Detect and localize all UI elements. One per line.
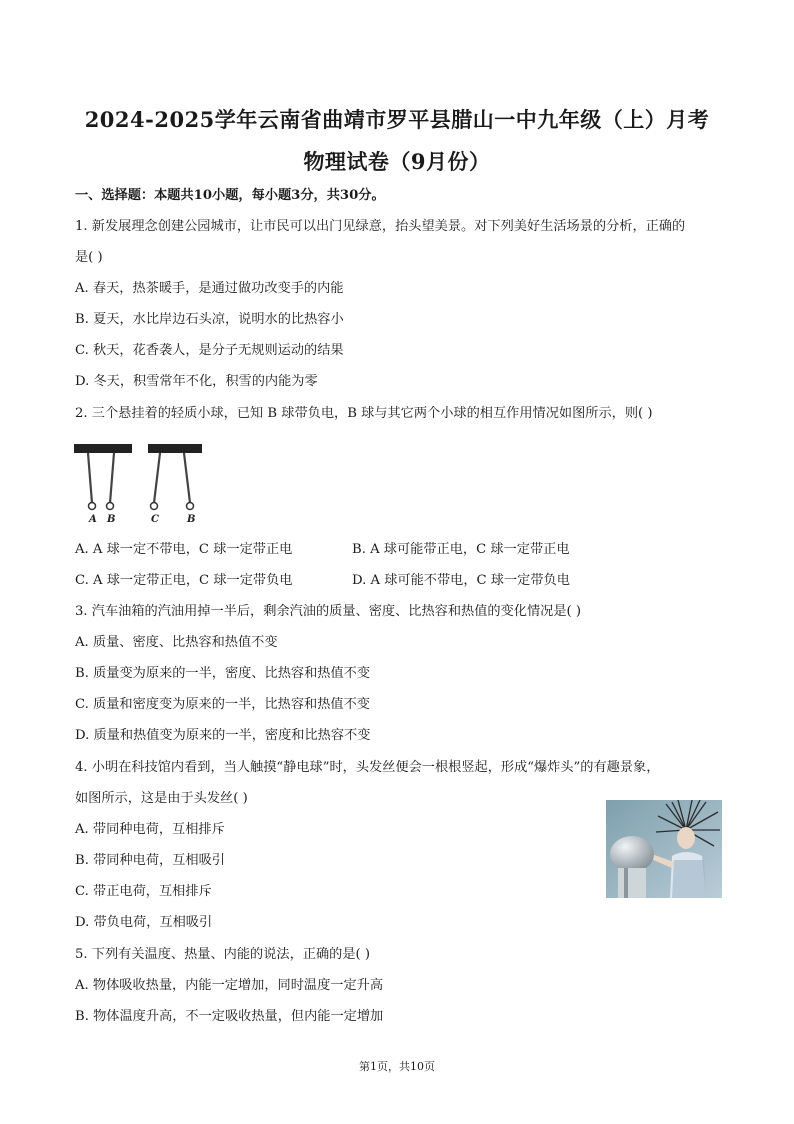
q4-stem-line2: 如图所示，这是由于头发丝( ) — [75, 791, 248, 806]
q1-option-c: C. 秋天，花香袭人，是分子无规则运动的结果 — [75, 343, 344, 358]
q3-option-c: C. 质量和密度变为原来的一半，比热容和热值不变 — [75, 697, 370, 712]
ball-a — [89, 503, 96, 510]
q5-option-a: A. 物体吸收热量，内能一定增加，同时温度一定升高 — [75, 978, 384, 993]
q3-option-a: A. 质量、密度、比热容和热值不变 — [75, 635, 278, 650]
label-b-left: B — [107, 514, 116, 525]
static-ball-photo — [606, 800, 722, 898]
q1-stem-line1: 1. 新发展理念创建公园城市，让市民可以出门见绿意，抬头望美景。对下列美好生活场景的分析，正确的 — [75, 219, 686, 234]
q4-stem-line1: 4. 小明在科技馆内看到，当人触摸“静电球”时，头发丝便会一根根竖起，形成“爆炸头”的有趣景象， — [75, 760, 660, 775]
q4-option-a: A. 带同种电荷，互相排斥 — [75, 822, 225, 837]
q4-option-d: D. 带负电荷，互相吸引 — [75, 915, 213, 930]
q2-option-b: B. A 球可能带正电，C 球一定带正电 — [352, 542, 570, 557]
q3-option-b: B. 质量变为原来的一半，密度、比热容和热值不变 — [75, 666, 371, 681]
left-support-bar — [74, 444, 132, 453]
q1-option-d: D. 冬天，积雪常年不化，积雪的内能为零 — [75, 374, 318, 389]
right-support-bar — [148, 444, 202, 453]
q4-option-c: C. 带正电荷，互相排斥 — [75, 884, 212, 899]
q2-option-a: A. A 球一定不带电，C 球一定带正电 — [75, 542, 293, 557]
q3-stem: 3. 汽车油箱的汽油用掉一半后，剩余汽油的质量、密度、比热容和热值的变化情况是( ) — [75, 604, 582, 619]
q2-stem: 2. 三个悬挂着的轻质小球，已知 B 球带负电，B 球与其它两个小球的相互作用情况如图所示，则( ) — [75, 406, 653, 421]
ball-b-right — [187, 503, 194, 510]
label-a: A — [89, 514, 97, 525]
q1-option-a: A. 春天，热茶暖手，是通过做功改变手的内能 — [75, 281, 344, 296]
ball-c — [151, 503, 158, 510]
section-heading: 一、选择题：本题共10小题，每小题3分，共30分。 — [75, 188, 385, 203]
q1-option-b: B. 夏天，水比岸边石头凉，说明水的比热容小 — [75, 312, 344, 327]
q5-option-b: B. 物体温度升高，不一定吸收热量，但内能一定增加 — [75, 1009, 384, 1024]
ball-b-left — [107, 503, 114, 510]
exam-title-line2: 物理试卷（9月份） — [303, 149, 491, 174]
q4-option-b: B. 带同种电荷，互相吸引 — [75, 853, 225, 868]
q5-stem: 5. 下列有关温度、热量、内能的说法，正确的是( ) — [75, 947, 371, 962]
page-footer: 第1页，共10页 — [359, 1060, 435, 1073]
label-b-right: B — [187, 514, 196, 525]
label-c: C — [151, 514, 159, 525]
q1-stem-line2: 是( ) — [75, 250, 103, 265]
exam-title-line1: 2024-2025学年云南省曲靖市罗平县腊山一中九年级（上）月考 — [84, 107, 710, 132]
q2-option-d: D. A 球可能不带电，C 球一定带负电 — [352, 573, 570, 588]
q3-option-d: D. 质量和热值变为原来的一半，密度和比热容不变 — [75, 728, 371, 743]
charged-balls-figure — [74, 438, 214, 528]
q2-option-c: C. A 球一定带正电，C 球一定带负电 — [75, 573, 293, 588]
